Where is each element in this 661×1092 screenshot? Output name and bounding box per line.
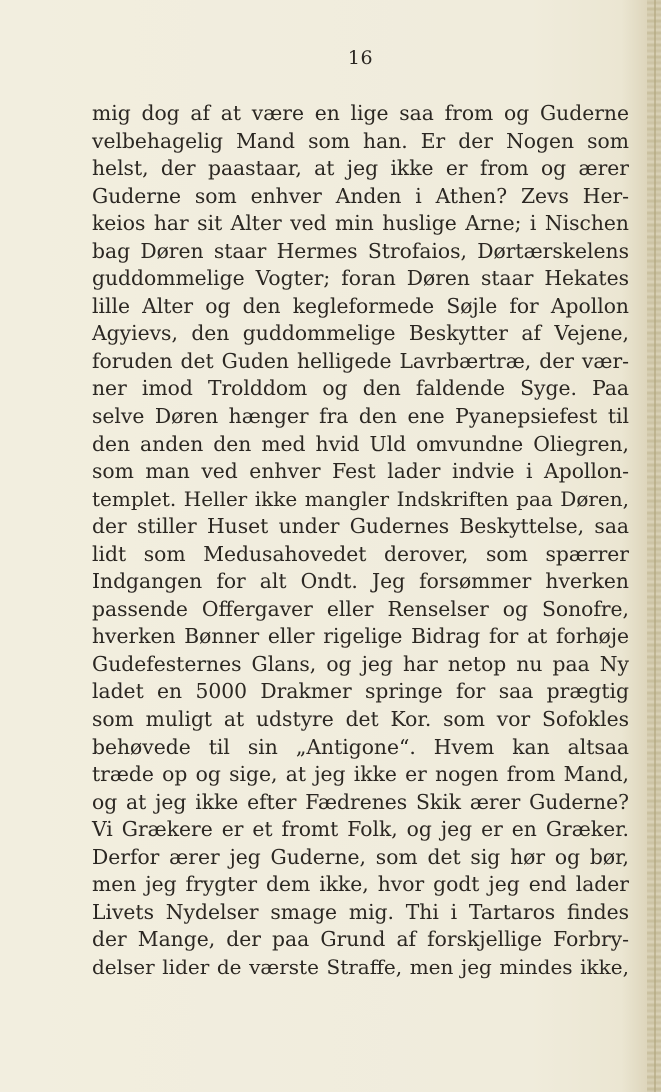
text-line: bag Døren staar Hermes Strofaios, Dørtærskelens [92,238,629,263]
text-line: Gudefesternes Glans, og jeg har netop nu paa Ny [92,651,629,676]
text-line: som muligt at udstyre det Kor. som vor Sofokles [92,707,629,732]
text-line: mig dog af at være en lige saa from og Guderne [92,101,629,125]
text-line: foruden det Guden helligede Lavrbærtræ, der vær- [92,348,629,373]
page-edge-line [654,0,656,1092]
text-line: Indgangen for alt Ondt. Jeg forsømmer hverken [92,569,629,594]
text-line: ladet en 5000 Drakmer springe for saa prægtig [92,679,629,704]
text-line: træde op og sige, at jeg ikke er nogen from Mand, [92,762,629,787]
text-line: behøvede til sin „Antigone“. Hvem kan altsaa [92,734,629,759]
text-line: Derfor ærer jeg Guderne, som det sig hør og bør, [92,844,629,869]
text-line: velbehagelig Mand som han. Er der Nogen som [92,128,629,153]
text-line: den anden den med hvid Uld omvundne Oliegren, [92,431,629,456]
text-line: og at jeg ikke efter Fædrenes Skik ærer Guderne? [92,789,629,814]
text-line: Vi Grækere er et fromt Folk, og jeg er en Græker. [92,817,629,842]
text-line: delser lider de værste Straffe, men jeg mindes ikke, [92,954,629,979]
text-line: selve Døren hænger fra den ene Pyanepsiefest til [92,404,629,429]
text-line: keios har sit Alter ved min huslige Arne; i Nischen [92,211,629,236]
text-line: Livets Nydelser smage mig. Thi i Tartaros findes [92,899,629,924]
text-line: helst, der paastaar, at jeg ikke er from og ærer [92,156,629,181]
text-line: der Mange, der paa Grund af forskjellige Forbry- [92,927,629,952]
text-line: templet. Heller ikke mangler Indskriften paa Døren, [92,486,629,511]
text-line: Agyievs, den guddommelige Beskytter af Vejene, [92,321,629,346]
text-line: passende Offergaver eller Renselser og Sonofre, [92,596,629,621]
text-line: lidt som Medusahovedet derover, som spærrer [92,541,629,566]
text-line: Guderne som enhver Anden i Athen? Zevs Her- [92,183,629,208]
body-text [92,100,629,982]
page-number: 16 [347,47,374,69]
text-line: der stiller Huset under Gudernes Beskyttelse, saa [92,514,629,539]
text-line: ner imod Trolddom og den faldende Syge. Paa [92,376,629,401]
text-line: hverken Bønner eller rigelige Bidrag for at forhøje [92,624,629,649]
text-line: som man ved enhver Fest lader indvie i Apollon- [92,459,629,484]
text-line: men jeg frygter dem ikke, hvor godt jeg end lader [92,872,629,897]
text-line: lille Alter og den kegleformede Søjle for Apollon [92,293,629,318]
text-line: guddommelige Vogter; foran Døren staar Hekates [92,266,629,291]
